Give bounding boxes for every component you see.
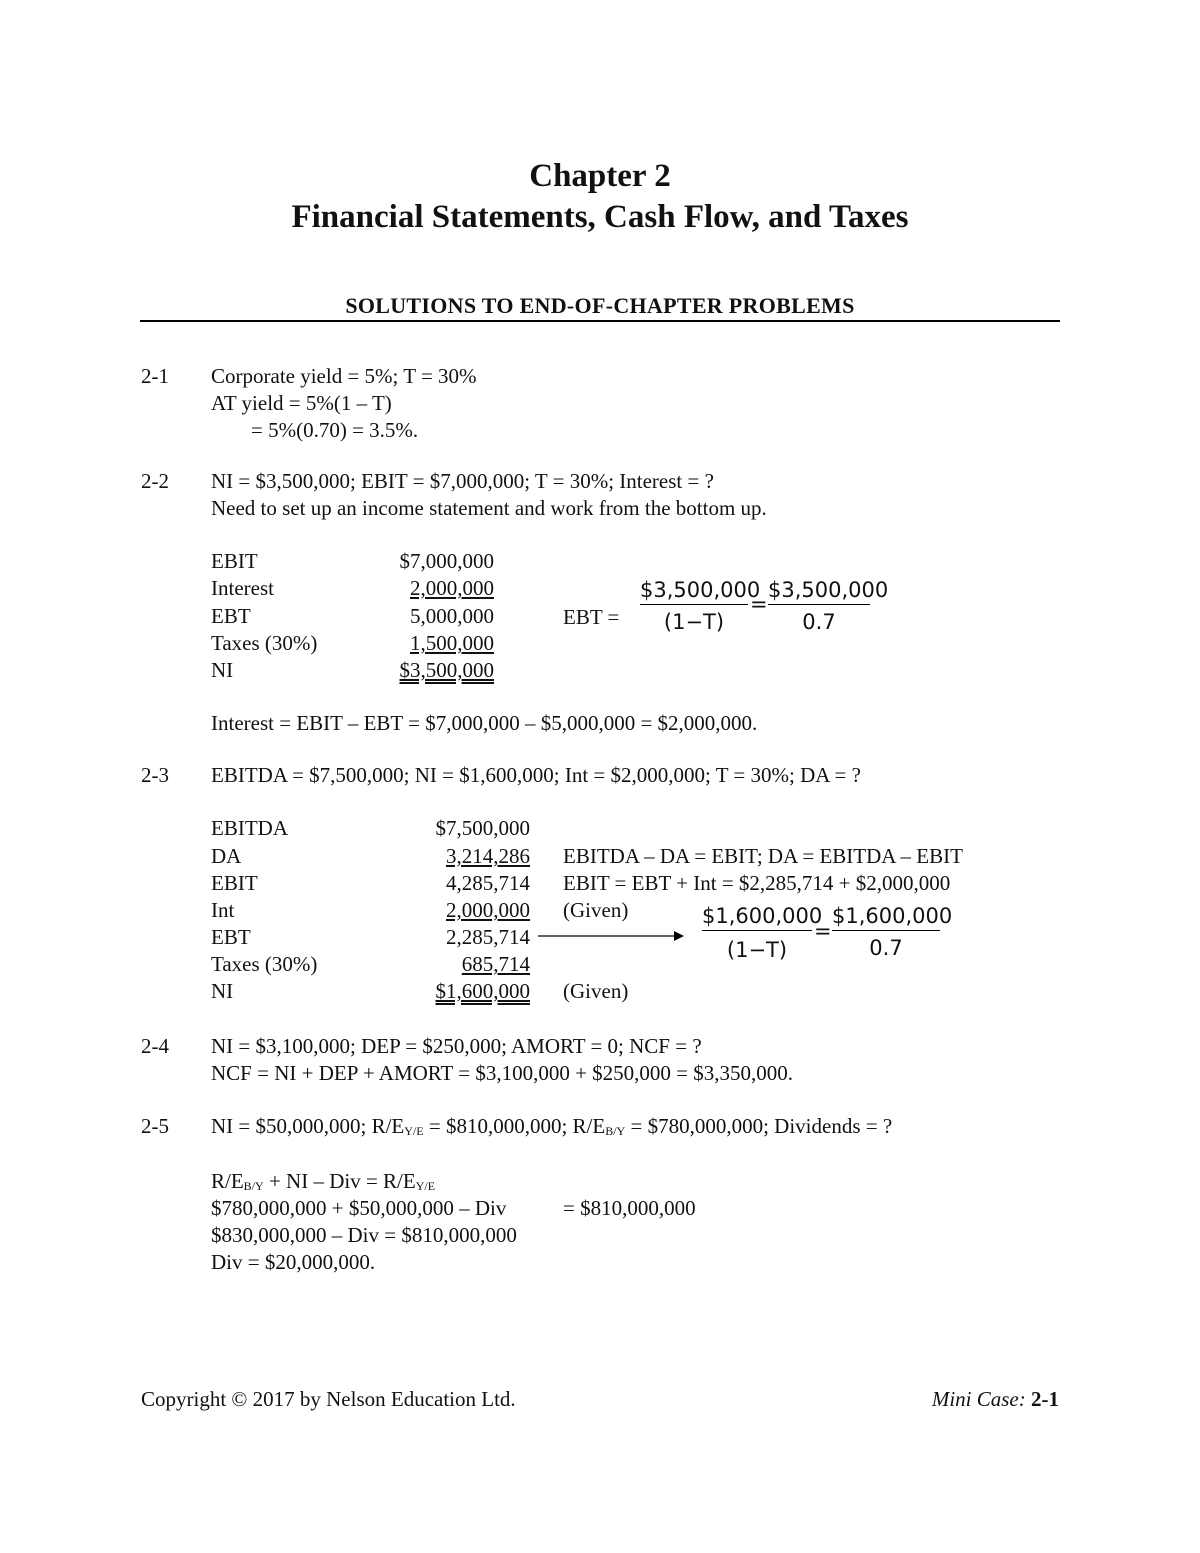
table-row-value: $7,500,000 [435,816,530,840]
problem-number: 2-2 [141,469,169,493]
problem-line: AT yield = 5%(1 – T) [211,391,392,415]
arrow-right-icon [536,926,686,946]
table-row-value: 1,500,000 [410,631,494,655]
table-row-label: EBT [211,925,251,949]
problem-number: 2-4 [141,1034,169,1058]
equals-sign: = [814,919,832,943]
table-row-label: NI [211,979,234,1003]
table-row-label: Interest [211,576,274,600]
equation-line: Div = $20,000,000. [211,1250,376,1274]
table-row-value: 685,714 [461,952,530,976]
fraction-denominator: 0.7 [802,610,836,634]
chapter-title: Financial Statements, Cash Flow, and Taxes [291,199,909,235]
table-row-label: EBIT [211,871,258,895]
footer-copyright: Copyright © 2017 by Nelson Education Ltd. [141,1387,516,1411]
equals-sign: = [750,592,768,616]
fraction-denominator: 0.7 [869,936,903,960]
problem-given: NI = $3,100,000; DEP = $250,000; AMORT = 0; NCF = ? [211,1034,702,1058]
table-row-value: 3,214,286 [446,844,530,868]
table-row-label: NI [211,658,234,682]
equation-result: = $810,000,000 [563,1196,696,1220]
fraction-bar [640,604,748,605]
fraction-bar [702,930,812,931]
fraction-denominator: (1−T) [663,610,725,634]
equation-line: $R/E_{B/Y}$ + NI – Div = $R/E_{Y/E}$ [211,1169,436,1193]
fraction-numerator: $3,500,000 [768,578,889,602]
table-row-value: $1,600,000 [435,979,530,1003]
table-row-value: 4,285,714 [446,871,530,895]
formula-label: EBT = [563,605,620,629]
fraction-bar [768,604,870,605]
problem-number: 2-5 [141,1114,169,1138]
problem-note: Need to set up an income statement and work from the bottom up. [211,496,767,520]
table-row-label: EBT [211,604,251,628]
table-row-note: (Given) [563,979,629,1003]
equation-line: $780,000,000 + $50,000,000 – Div [211,1196,507,1220]
fraction-denominator: (1−T) [726,938,788,962]
problem-line: NCF = NI + DEP + AMORT = $3,100,000 + $250,000 = $3,350,000. [211,1061,794,1085]
table-row-label: EBITDA [211,816,288,840]
problem-line: Corporate yield = 5%; T = 30% [211,364,477,388]
chapter-number: Chapter 2 [529,158,671,194]
problem-number: 2-1 [141,364,169,388]
table-row-value: 2,000,000 [446,898,530,922]
table-row-label: Taxes (30%) [211,952,318,976]
table-row-note: EBITDA – DA = EBIT; DA = EBITDA – EBIT [563,844,963,868]
fraction-bar [832,930,940,931]
problem-conclusion: Interest = EBIT – EBT = $7,000,000 – $5,000,000 = $2,000,000. [211,711,758,735]
table-row-value: 5,000,000 [410,604,494,628]
fraction-numerator: $3,500,000 [640,578,761,602]
fraction-numerator: $1,600,000 [702,904,823,928]
problem-number: 2-3 [141,763,169,787]
problem-line: = 5%(0.70) = 3.5%. [251,418,419,442]
footer-page-label: Mini Case: 2-1 [931,1387,1059,1411]
table-row-note: EBIT = EBT + Int = $2,285,714 + $2,000,000 [563,871,951,895]
problem-given: EBITDA = $7,500,000; NI = $1,600,000; Int = $2,000,000; T = 30%; DA = ? [211,763,861,787]
table-row-label: Int [211,898,235,922]
table-row-value: $7,000,000 [399,549,494,573]
table-row-value: 2,285,714 [446,925,530,949]
section-heading: SOLUTIONS TO END-OF-CHAPTER PROBLEMS [345,293,855,318]
table-row-label: DA [211,844,242,868]
table-row-value: $3,500,000 [399,658,494,682]
table-row-value: 2,000,000 [410,576,494,600]
table-row-label: Taxes (30%) [211,631,318,655]
table-row-label: EBIT [211,549,258,573]
section-divider [140,320,1060,322]
problem-given: NI = $3,500,000; EBIT = $7,000,000; T = 30%; Interest = ? [211,469,714,493]
table-row-note: (Given) [563,898,629,922]
equation-line: $830,000,000 – Div = $810,000,000 [211,1223,517,1247]
problem-given: NI = $50,000,000; $R/E_{Y/E}$ = $810,000,000; $R/E_{B/Y}$ = $780,000,000; Dividends = ? [211,1114,893,1138]
fraction-numerator: $1,600,000 [832,904,953,928]
